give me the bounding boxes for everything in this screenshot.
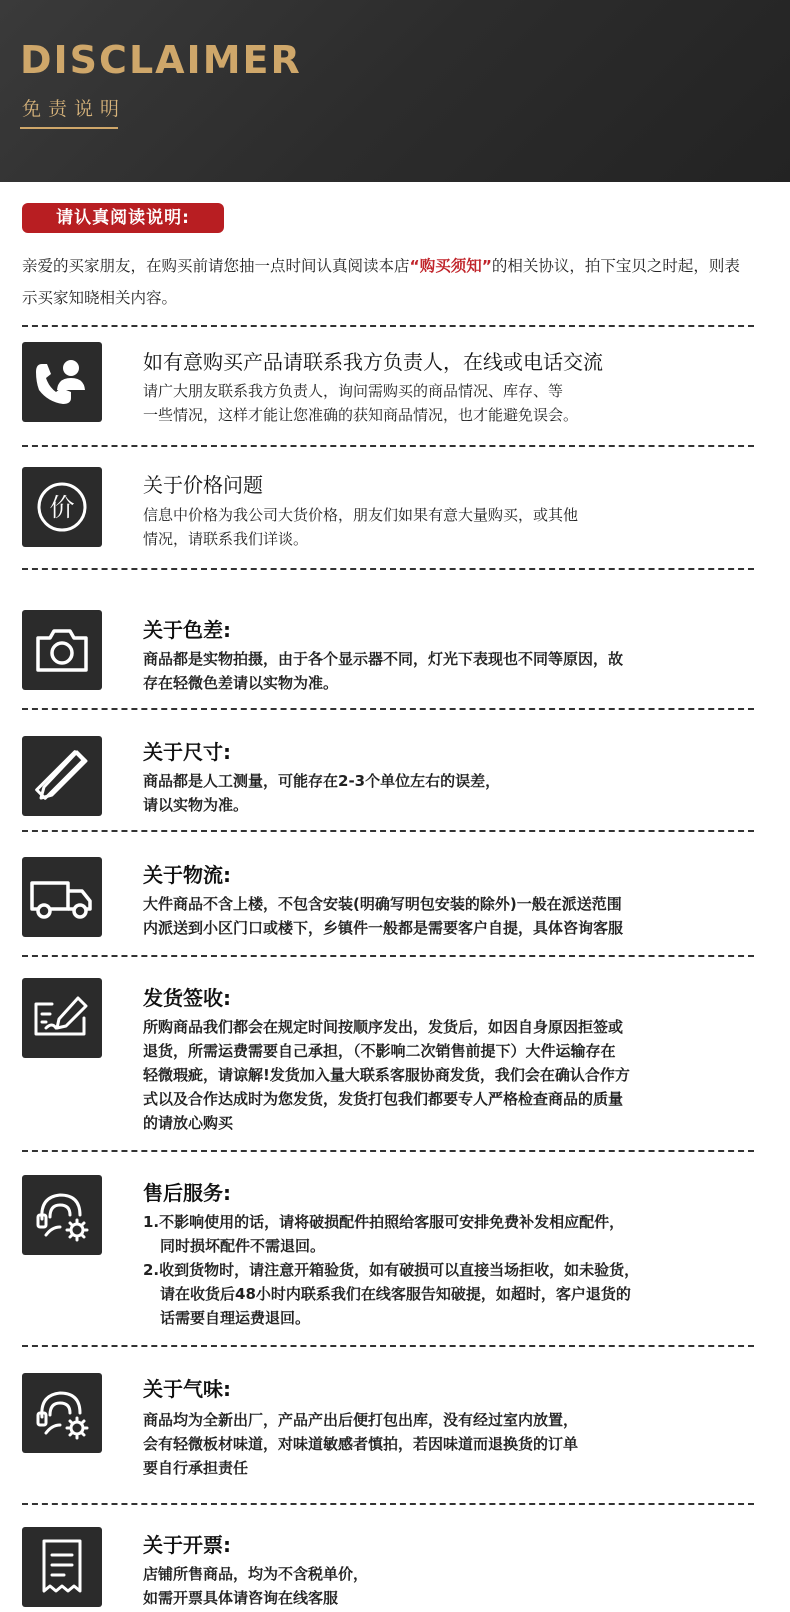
body-line: 2.收到货物时，请注意开箱验货，如有破损可以直接当场拒收，如未验货， — [143, 1261, 640, 1279]
body-line: 商品均为全新出厂，产品产出后便打包出库，没有经过室内放置， — [143, 1411, 579, 1429]
intro-text-after: 的相关协议，拍下宝贝之时起，则表示买家知晓相关内容。 — [22, 257, 740, 307]
section-title: 关于尺寸: — [143, 740, 231, 764]
intro-highlight: “购买须知” — [409, 257, 492, 275]
divider — [22, 1503, 754, 1505]
body-line: 情况，请联系我们详谈。 — [143, 530, 309, 548]
header-title: DISCLAIMER — [20, 38, 302, 82]
ruler-pencil-icon — [22, 736, 102, 816]
section-body — [143, 1210, 743, 1330]
body-line: 请广大朋友联系我方负责人，询问需购买的商品情况、库存、等 — [143, 382, 564, 400]
truck-icon — [22, 857, 102, 937]
notice-badge: 请认真阅读说明: — [22, 203, 224, 233]
section-title: 关于物流: — [143, 863, 231, 887]
section-body — [143, 1015, 743, 1135]
body-line: 所购商品我们都会在规定时间按顺序发出，发货后，如因自身原因拒签或 — [143, 1018, 624, 1036]
header-underline — [20, 127, 118, 129]
body-line: 如需开票具体请咨询在线客服 — [143, 1589, 339, 1607]
body-line: 1.不影响使用的话，请将破损配件拍照给客服可安排免费补发相应配件， — [143, 1213, 625, 1231]
header-subtitle: 免责说明 — [22, 98, 127, 120]
body-line: 式以及合作达成时为您发货，发货打包我们都要专人严格检查商品的质量 — [143, 1090, 624, 1108]
section-body — [143, 892, 743, 940]
body-line: 一些情况，这样才能让您准确的获知商品情况，也才能避免误会。 — [143, 406, 579, 424]
phone-contact-icon — [22, 342, 102, 422]
section-title: 关于气味: — [143, 1377, 231, 1401]
price-icon — [22, 467, 102, 547]
divider — [22, 1345, 754, 1347]
invoice-icon — [22, 1527, 102, 1607]
body-line: 内派送到小区门口或楼下，乡镇件一般都是需要客户自提，具体咨询客服 — [143, 919, 624, 937]
section-title: 关于色差: — [143, 618, 231, 642]
body-line: 要自行承担责任 — [143, 1459, 249, 1477]
section-body — [143, 1408, 743, 1480]
body-line: 商品都是实物拍摄，由于各个显示器不同，灯光下表现也不同等原因，故 — [143, 650, 624, 668]
header-banner — [0, 0, 790, 182]
odor-service-icon — [22, 1373, 102, 1453]
section-title: 售后服务: — [143, 1181, 231, 1205]
section-title: 如有意购买产品请联系我方负责人，在线或电话交流 — [143, 350, 603, 374]
body-line: 信息中价格为我公司大货价格，朋友们如果有意大量购买，或其他 — [143, 506, 579, 524]
body-line: 商品都是人工测量，可能存在2-3个单位左右的误差， — [143, 772, 501, 790]
section-body — [143, 1562, 743, 1610]
divider — [22, 325, 754, 327]
body-line: 话需要自理运费退回。 — [160, 1309, 311, 1327]
body-line: 的请放心购买 — [143, 1114, 234, 1132]
customer-service-icon — [22, 1175, 102, 1255]
svg-text:价: 价 — [49, 493, 75, 522]
intro-paragraph — [22, 250, 752, 314]
body-line: 请以实物为准。 — [143, 796, 249, 814]
section-body — [143, 769, 743, 817]
camera-icon — [22, 610, 102, 690]
intro-text-before: 亲爱的买家朋友，在购买前请您抽一点时间认真阅读本店 — [22, 257, 410, 275]
section-body — [143, 503, 743, 551]
section-title: 关于开票: — [143, 1533, 231, 1557]
section-body — [143, 647, 743, 695]
body-line: 退货，所需运费需要自己承担，（不影响二次销售前提下）大件运输存在 — [143, 1042, 616, 1060]
body-line: 会有轻微板材味道，对味道敏感者慎拍，若因味道而退换货的订单 — [143, 1435, 579, 1453]
section-title: 发货签收: — [143, 986, 231, 1010]
body-line: 请在收货后48小时内联系我们在线客服告知破提，如超时，客户退货的 — [160, 1285, 631, 1303]
section-body — [143, 379, 743, 427]
body-line: 大件商品不含上楼，不包含安装(明确写明包安装的除外)一般在派送范围 — [143, 895, 622, 913]
body-line: 同时损坏配件不需退回。 — [160, 1237, 326, 1255]
body-line: 轻微瑕疵，请谅解!发货加入量大联系客服协商发货，我们会在确认合作方 — [143, 1066, 630, 1084]
divider — [22, 445, 754, 447]
divider — [22, 708, 754, 710]
body-line: 存在轻微色差请以实物为准。 — [143, 674, 339, 692]
divider — [22, 568, 754, 570]
divider — [22, 830, 754, 832]
sign-receipt-icon — [22, 978, 102, 1058]
divider — [22, 1150, 754, 1152]
body-line: 店铺所售商品，均为不含税单价， — [143, 1565, 369, 1583]
divider — [22, 955, 754, 957]
section-title: 关于价格问题 — [143, 473, 263, 497]
